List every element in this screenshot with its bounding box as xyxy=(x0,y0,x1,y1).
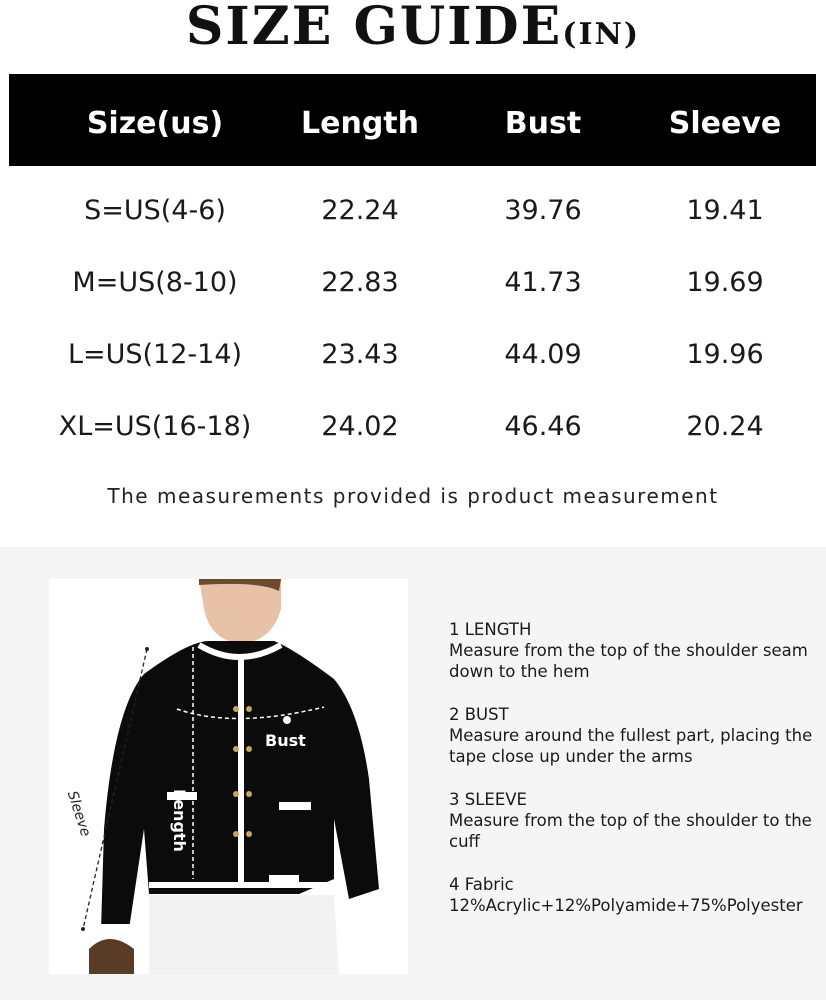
header-size: Size(us) xyxy=(86,106,224,141)
cell-length: 24.02 xyxy=(321,411,399,442)
instruction-body: Measure around the fullest part, placing the tape close up under the arms xyxy=(449,726,813,766)
instruction-body: Measure from the top of the shoulder seam down to the hem xyxy=(449,641,808,681)
table-row xyxy=(0,181,826,241)
table-row xyxy=(0,253,826,313)
instruction-length xyxy=(449,619,819,682)
cell-size: XL=US(16-18) xyxy=(58,411,252,442)
instruction-body: 12%Acrylic+12%Polyamide+75%Polyester xyxy=(449,896,803,915)
cell-sleeve: 20.24 xyxy=(686,411,764,442)
measurement-note: The measurements provided is product measurement xyxy=(107,484,719,508)
instruction-body: Measure from the top of the shoulder to the cuff xyxy=(449,811,812,851)
sleeve-label: Sleeve xyxy=(63,789,94,839)
measurement-instructions xyxy=(449,619,819,938)
cell-length: 22.24 xyxy=(321,195,399,226)
table-header xyxy=(9,74,816,166)
cell-length: 22.83 xyxy=(321,267,399,298)
cell-bust: 44.09 xyxy=(504,339,582,370)
cell-sleeve: 19.41 xyxy=(686,195,764,226)
cell-sleeve: 19.96 xyxy=(686,339,764,370)
size-guide-title xyxy=(0,0,826,62)
cell-sleeve: 19.69 xyxy=(686,267,764,298)
instruction-sleeve xyxy=(449,789,819,852)
instruction-fabric xyxy=(449,874,819,916)
table-row xyxy=(0,397,826,457)
title-unit: (IN) xyxy=(562,17,641,52)
header-sleeve: Sleeve xyxy=(668,106,782,141)
cell-bust: 39.76 xyxy=(504,195,582,226)
header-bust: Bust xyxy=(504,106,582,141)
cell-size: M=US(8-10) xyxy=(72,267,238,298)
title-main: SIZE GUIDE xyxy=(185,0,563,57)
instruction-head: 2 BUST xyxy=(449,705,509,724)
instruction-head: 4 Fabric xyxy=(449,875,514,894)
bust-label: Bust xyxy=(265,731,306,750)
instruction-head: 3 SLEEVE xyxy=(449,790,527,809)
instruction-bust xyxy=(449,704,819,767)
header-length: Length xyxy=(301,106,419,141)
table-row xyxy=(0,325,826,385)
cardigan-illustration xyxy=(49,579,408,974)
instruction-head: 1 LENGTH xyxy=(449,620,532,639)
cell-size: L=US(12-14) xyxy=(67,339,243,370)
cell-bust: 46.46 xyxy=(504,411,582,442)
cell-size: S=US(4-6) xyxy=(84,195,226,226)
cell-length: 23.43 xyxy=(321,339,399,370)
measurement-section xyxy=(0,547,826,1000)
garment-diagram xyxy=(49,579,408,974)
cell-bust: 41.73 xyxy=(504,267,582,298)
length-label: Length xyxy=(170,789,189,852)
